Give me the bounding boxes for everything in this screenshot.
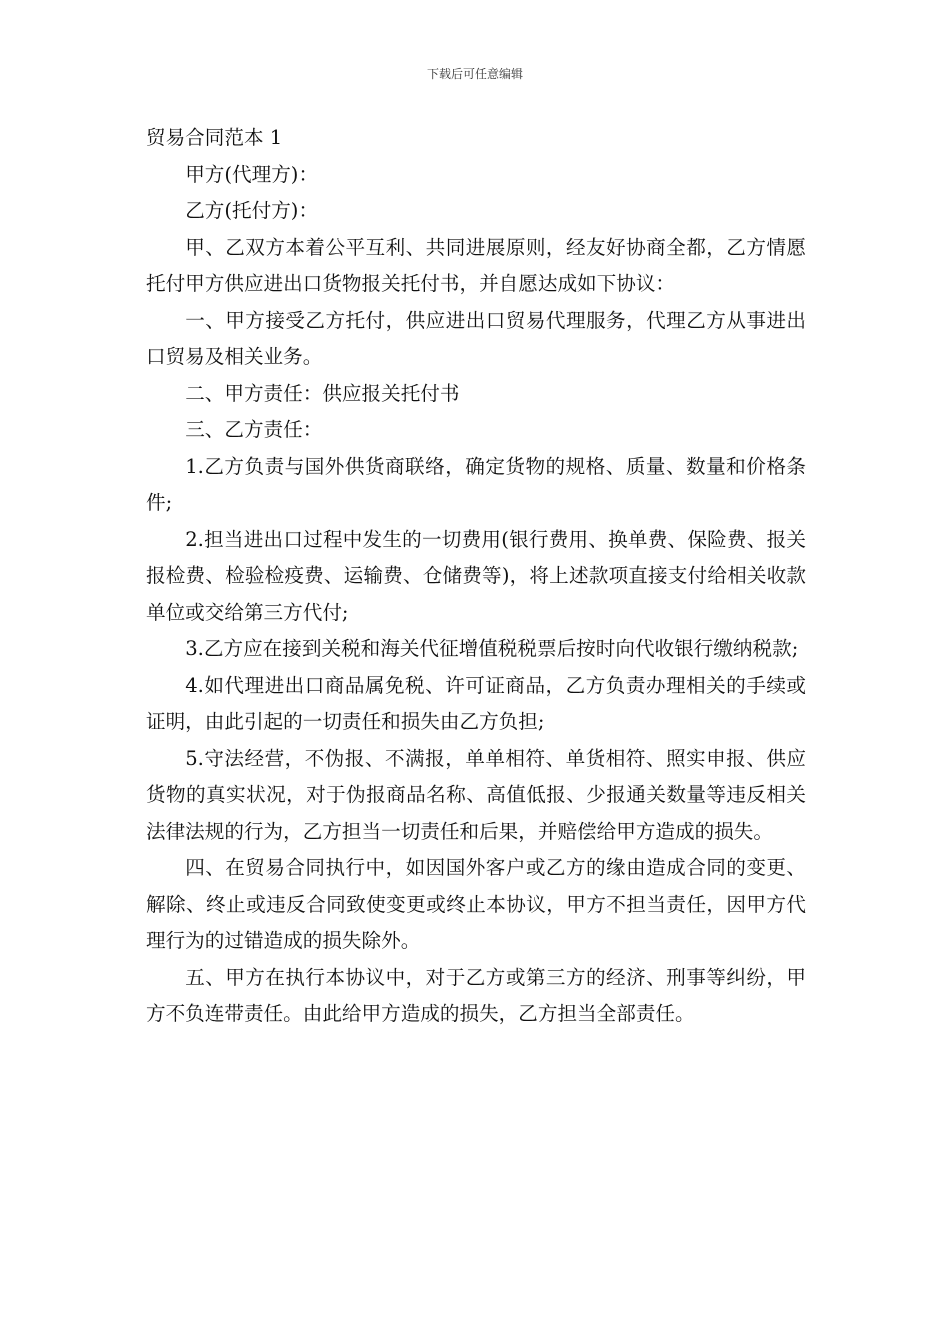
party-b-line: 乙方(托付方)： — [185, 199, 319, 222]
clause-3-item-3: 3.乙方应在接到关税和海关代征增值税税票后按时向代收银行缴纳税款; — [185, 637, 799, 660]
clause-3-heading: 三、乙方责任： — [185, 418, 323, 441]
clause-4: 四、在贸易合同执行中，如因国外客户或乙方的缘由造成合同的变更、解除、终止或违反合同致使变更或终止本协议，甲方不担当责任，因甲方代理行为的过错造成的损失除外。 — [146, 856, 806, 952]
clause-3-item-4: 4.如代理进出口商品属免税、许可证商品，乙方负责办理相关的手续或证明，由此引起的一切责任和损失由乙方负担; — [146, 673, 806, 733]
document-body — [146, 120, 806, 1033]
preamble-paragraph: 甲、乙双方本着公平互利、共同进展原则，经友好协商全都，乙方情愿托付甲方供应进出口货物报关托付书，并自愿达成如下协议： — [146, 235, 806, 295]
party-a-line: 甲方(代理方)： — [185, 162, 319, 186]
clause-5: 五、甲方在执行本协议中，对于乙方或第三方的经济、刑事等纠纷，甲方不负连带责任。由此给甲方造成的损失，乙方担当全部责任。 — [146, 965, 806, 1025]
clause-3-item-2: 2.担当进出口过程中发生的一切费用(银行费用、换单费、保险费、报关报检费、检验检疫费、运输费、仓储费等)，将上述款项直接支付给相关收款单位或交给第三方代付; — [146, 527, 806, 624]
clause-2: 二、甲方责任：供应报关托付书 — [185, 381, 460, 405]
header-note: 下载后可任意编辑 — [426, 67, 523, 81]
clause-1: 一、甲方接受乙方托付，供应进出口贸易代理服务，代理乙方从事进出口贸易及相关业务。 — [146, 308, 806, 368]
clause-3-item-1: 1.乙方负责与国外供货商联络，确定货物的规格、质量、数量和价格条件; — [146, 454, 806, 514]
document-title: 贸易合同范本 1 — [146, 126, 283, 149]
clause-3-item-5: 5.守法经营，不伪报、不满报，单单相符、单货相符、照实申报、供应货物的真实状况，对于伪报商品名称、高值低报、少报通关数量等违反相关法律法规的行为，乙方担当一切责任和后果，并赔偿给甲方造成的损失。 — [146, 746, 806, 843]
